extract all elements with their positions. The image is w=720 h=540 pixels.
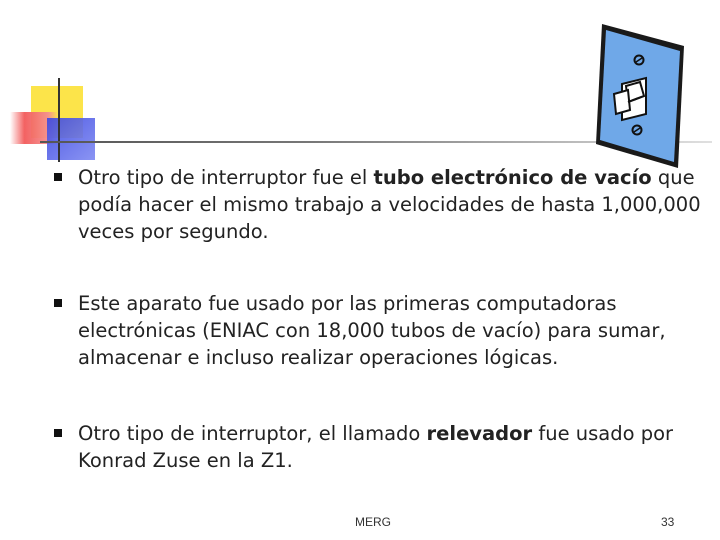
bullet-text: Este aparato fue usado por las primeras computadoras electrónicas (ENIAC con 18,000 tubos de vacío) para sumar, almacenar e incluso realizar operaciones lógicas.: [78, 292, 666, 369]
decor-vertical-line: [58, 78, 60, 162]
bullet-marker: [54, 173, 62, 181]
bullet-text: Otro tipo de interruptor fue el tubo electrónico de vacío que podía hacer el mismo trabajo a velocidades de hasta 1,000,000 veces por segundo.: [78, 166, 701, 243]
bullet-text: Otro tipo de interruptor, el llamado relevador fue usado por Konrad Zuse en la Z1.: [78, 422, 674, 472]
bullet-item: [54, 420, 720, 474]
light-switch-icon: [592, 24, 688, 168]
slide-number: 33: [661, 515, 675, 529]
footer-author: MERG: [355, 515, 391, 529]
bullet-marker: [54, 429, 62, 437]
bullet-item: [54, 290, 720, 371]
decor-blue-square: [47, 118, 95, 160]
bullet-marker: [54, 299, 62, 307]
bullet-item: [54, 164, 720, 245]
